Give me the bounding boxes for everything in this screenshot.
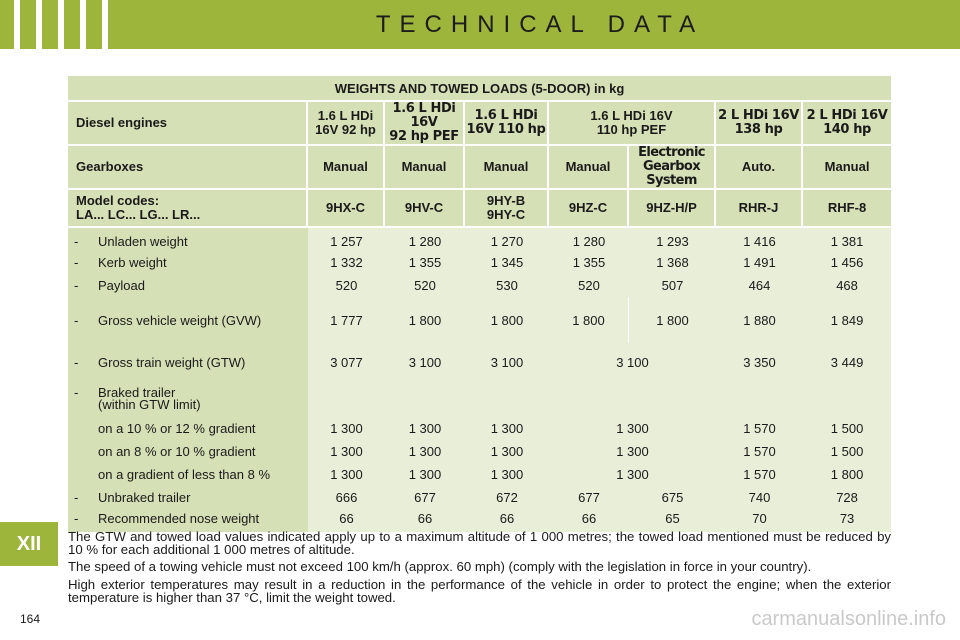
header-stripe <box>102 0 108 49</box>
row-label: - Recommended nose weight <box>68 509 308 532</box>
value-cell: 73 <box>803 509 891 532</box>
value-cell: 507 <box>629 274 716 297</box>
table-row <box>68 251 891 274</box>
model-code-cell: RHF-8 <box>803 190 891 228</box>
value-cell: 1 456 <box>803 251 891 274</box>
page-title: TECHNICAL DATA <box>375 10 705 38</box>
value-cell: 728 <box>803 486 891 509</box>
value-cell: 1 300 <box>465 440 549 463</box>
value-cell: 1 300 <box>549 463 716 486</box>
header-stripe <box>80 0 86 49</box>
value-cell: 1 280 <box>385 228 465 251</box>
value-cell: 65 <box>629 509 716 532</box>
value-cell: 3 100 <box>385 343 465 381</box>
gearbox-cell: Auto. <box>716 146 803 190</box>
gearbox-cell: Manual <box>465 146 549 190</box>
value-cell: 1 800 <box>385 297 465 343</box>
value-cell: 1 345 <box>465 251 549 274</box>
table-row <box>68 228 891 251</box>
value-cell: 1 300 <box>549 417 716 440</box>
value-cell: 520 <box>385 274 465 297</box>
table-row <box>68 440 891 463</box>
value-cell: 1 570 <box>716 440 803 463</box>
engine-cell: 1.6 L HDi 16V 110 hp PEF <box>549 102 716 146</box>
value-cell: 1 355 <box>385 251 465 274</box>
value-cell: 666 <box>308 486 385 509</box>
table-row <box>68 417 891 440</box>
table-caption-row <box>68 76 891 102</box>
gearbox-cell: Manual <box>385 146 465 190</box>
value-cell: 1 491 <box>716 251 803 274</box>
value-cell: 66 <box>385 509 465 532</box>
header-stripe <box>58 0 64 49</box>
table-caption: WEIGHTS AND TOWED LOADS (5-DOOR) in kg <box>68 76 891 102</box>
value-cell: 1 300 <box>465 463 549 486</box>
value-cell: 1 500 <box>803 417 891 440</box>
engine-cell: 1.6 L HDi 16V 92 hp <box>308 102 385 146</box>
gearbox-cell: Manual <box>308 146 385 190</box>
value-cell: 740 <box>716 486 803 509</box>
gearbox-cell: Electronic Gearbox System <box>629 146 716 190</box>
engine-cell: 1.6 L HDi 16V 110 hp <box>465 102 549 146</box>
gearboxes-label: Gearboxes <box>68 146 308 190</box>
watermark: carmanualsonline.info <box>751 608 946 630</box>
engine-cell: 2 L HDi 16V 138 hp <box>716 102 803 146</box>
model-code-cell: RHR-J <box>716 190 803 228</box>
value-cell: 66 <box>549 509 629 532</box>
model-codes-row <box>68 190 891 228</box>
model-code-cell: 9HX-C <box>308 190 385 228</box>
row-label: - Payload <box>68 274 308 297</box>
value-cell: 66 <box>465 509 549 532</box>
value-cell: 530 <box>465 274 549 297</box>
value-cell: 468 <box>803 274 891 297</box>
value-cell: 1 880 <box>716 297 803 343</box>
value-cell: 672 <box>465 486 549 509</box>
row-label: on a 10 % or 12 % gradient <box>68 417 308 440</box>
value-cell: 3 350 <box>716 343 803 381</box>
note-paragraph: High exterior temperatures may result in a reduction in the performance of the vehicle in order to protect the engine; when the exterior temperature is higher than 37 °C, limit the weight towed. <box>68 576 891 605</box>
table-row <box>68 297 891 343</box>
row-label: - Gross vehicle weight (GVW) <box>68 297 308 343</box>
note-paragraph: The GTW and towed load values indicated apply up to a maximum altitude of 1 000 metres; the towed load mentioned must be reduced by 10 % for each additional 1 000 metres of altitude. <box>68 529 891 558</box>
table-row <box>68 381 891 417</box>
value-cell: 3 100 <box>465 343 549 381</box>
value-cell: 675 <box>629 486 716 509</box>
gearbox-cell: Manual <box>803 146 891 190</box>
value-cell: 1 500 <box>803 440 891 463</box>
value-cell: 677 <box>549 486 629 509</box>
value-cell: 1 300 <box>308 463 385 486</box>
value-cell: 1 800 <box>803 463 891 486</box>
engine-cell: 1.6 L HDi 16V 92 hp PEF <box>385 102 465 146</box>
header-stripe <box>36 0 42 49</box>
gearboxes-row <box>68 146 891 190</box>
page-header <box>0 0 960 49</box>
table-row <box>68 463 891 486</box>
section-tab: XII <box>0 522 58 566</box>
value-cell: 1 800 <box>465 297 549 343</box>
model-code-cell: 9HY-B 9HY-C <box>465 190 549 228</box>
value-cell: 1 300 <box>385 417 465 440</box>
value-cell: 1 368 <box>629 251 716 274</box>
row-label: on a gradient of less than 8 % <box>68 463 308 486</box>
gearbox-cell: Manual <box>549 146 629 190</box>
value-cell: 1 800 <box>549 297 629 343</box>
engine-cell: 2 L HDi 16V 140 hp <box>803 102 891 146</box>
row-label: - Gross train weight (GTW) <box>68 343 308 381</box>
value-cell: 1 300 <box>385 440 465 463</box>
row-label: on an 8 % or 10 % gradient <box>68 440 308 463</box>
value-cell: 1 293 <box>629 228 716 251</box>
value-cell: 1 849 <box>803 297 891 343</box>
engines-label: Diesel engines <box>68 102 308 146</box>
value-cell: 520 <box>549 274 629 297</box>
value-cell: 1 416 <box>716 228 803 251</box>
value-cell: 1 300 <box>549 440 716 463</box>
page-number: 164 <box>20 612 41 626</box>
value-cell: 3 449 <box>803 343 891 381</box>
value-cell: 1 777 <box>308 297 385 343</box>
model-code-cell: 9HZ-C <box>549 190 629 228</box>
value-cell: 520 <box>308 274 385 297</box>
row-label: - Braked trailer (within GTW limit) <box>68 381 308 417</box>
weights-table <box>68 76 891 532</box>
value-cell: 66 <box>308 509 385 532</box>
value-cell: 1 270 <box>465 228 549 251</box>
value-cell: 70 <box>716 509 803 532</box>
value-cell: 1 300 <box>308 440 385 463</box>
value-cell: 1 300 <box>465 417 549 440</box>
model-code-cell: 9HV-C <box>385 190 465 228</box>
value-cell: 1 570 <box>716 417 803 440</box>
value-cell: 1 800 <box>629 297 716 343</box>
row-label: - Kerb weight <box>68 251 308 274</box>
model-codes-label: Model codes: LA... LC... LG... LR... <box>68 190 308 228</box>
table-row <box>68 343 891 381</box>
header-stripe <box>14 0 20 49</box>
engines-row <box>68 102 891 146</box>
value-cell: 1 300 <box>308 417 385 440</box>
table-row <box>68 274 891 297</box>
notes <box>68 530 891 608</box>
model-code-cell: 9HZ-H/P <box>629 190 716 228</box>
value-cell: 1 570 <box>716 463 803 486</box>
value-cell: 677 <box>385 486 465 509</box>
row-label: - Unladen weight <box>68 228 308 251</box>
value-cell: 3 100 <box>549 343 716 381</box>
row-label: - Unbraked trailer <box>68 486 308 509</box>
value-cell: 1 355 <box>549 251 629 274</box>
table-row <box>68 486 891 509</box>
value-cell: 464 <box>716 274 803 297</box>
value-cell: 1 381 <box>803 228 891 251</box>
value-cell: 1 332 <box>308 251 385 274</box>
value-cell: 1 280 <box>549 228 629 251</box>
value-cell: 1 300 <box>385 463 465 486</box>
value-cell: 3 077 <box>308 343 385 381</box>
value-cell: 1 257 <box>308 228 385 251</box>
note-paragraph: The speed of a towing vehicle must not exceed 100 km/h (approx. 60 mph) (comply with the legislation in force in your country). <box>68 559 812 575</box>
